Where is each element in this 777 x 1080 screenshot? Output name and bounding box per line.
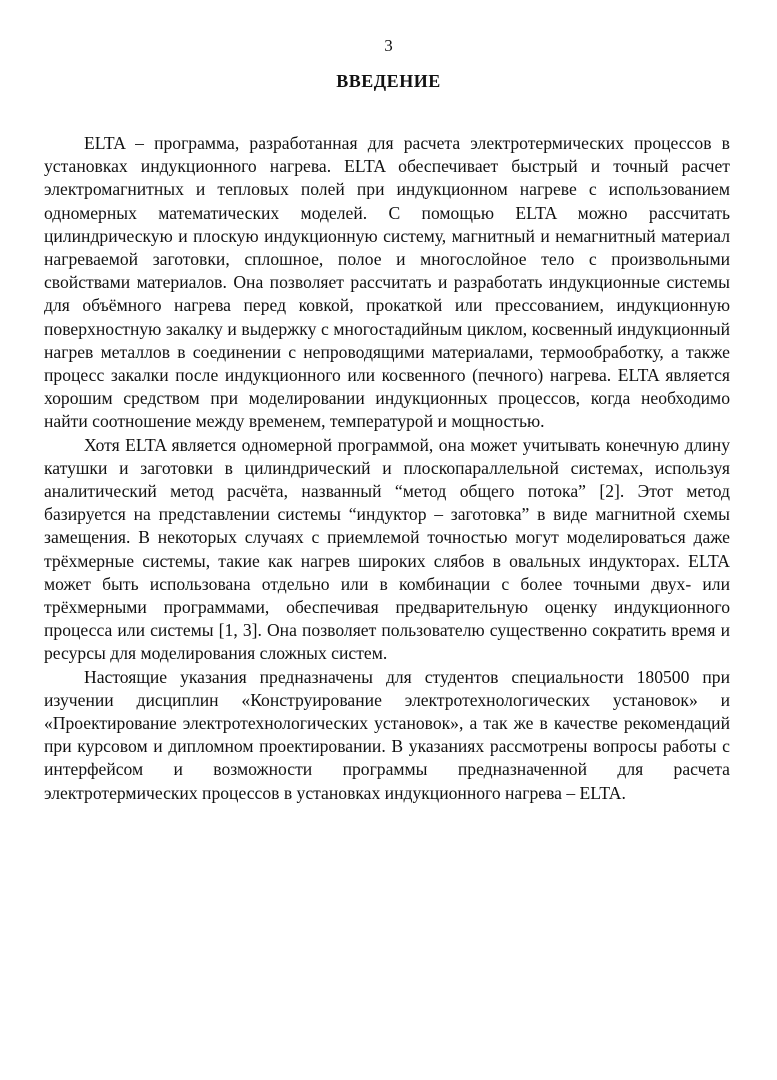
page-number: 3 [384, 36, 393, 55]
page-title: ВВЕДЕНИЕ [336, 71, 441, 91]
paragraph-1: ELTA – программа, разработанная для расчета электротермических процессов в установках индукционного нагрева. ELTA обеспечивает быстрый и точный расчет электромагнитных и тепловых полей при индукционном нагреве с использованием одномерных математических моделей. С помощью ELTA можно рассчитать цилиндрическую и плоскую индукционную систему, магнитный и немагнитный материал нагреваемой заготовки, сплошное, полое и многослойное тело с произвольными свойствами материалов. Она позволяет рассчитать и разработать индукционные системы для объёмного нагрева перед ковкой, прокаткой или прессованием, индукционную поверхностную закалку и выдержку с многостадийным циклом, косвенный индукционный нагрев металлов в соединении с непроводящими материалами, термообработку, а также процесс закалки после индукционного или косвенного (печного) нагрева. ELTA является хорошим средством при моделировании индукционных процессов, когда необходимо найти соотношение между временем, температурой и мощностью. [44, 133, 730, 432]
paragraph-2: Хотя ELTA является одномерной программой, она может учитывать конечную длину катушки и заготовки в цилиндрический и плоскопараллельной системах, используя аналитический метод расчёта, названный “метод общего потока” [2]. Этот метод базируется на представлении системы “индуктор – заготовка” в виде магнитной схемы замещения. В некоторых случаях с приемлемой точностью могут моделироваться даже трёхмерные системы, такие как нагрев широких слябов в овальных индукторах. ELTA может быть использована отдельно или в комбинации с более точными двух- или трёхмерными программами, обеспечивая предварительную оценку индукционного процесса или системы [1, 3]. Она позволяет пользователю существенно сократить время и ресурсы для моделирования сложных систем. [44, 434, 730, 664]
document-body [44, 132, 730, 805]
paragraph-3: Настоящие указания предназначены для студентов специальности 180500 при изучении дисциплин «Конструирование электротехнологических установок» и «Проектирование электротехнологических установок», а так же в качестве рекомендаций при курсовом и дипломном проектировании. В указаниях рассмотрены вопросы работы с интерфейсом и возможности программы предназначенной для расчета электротермических процессов в установках индукционного нагрева – ELTA. [44, 666, 730, 803]
